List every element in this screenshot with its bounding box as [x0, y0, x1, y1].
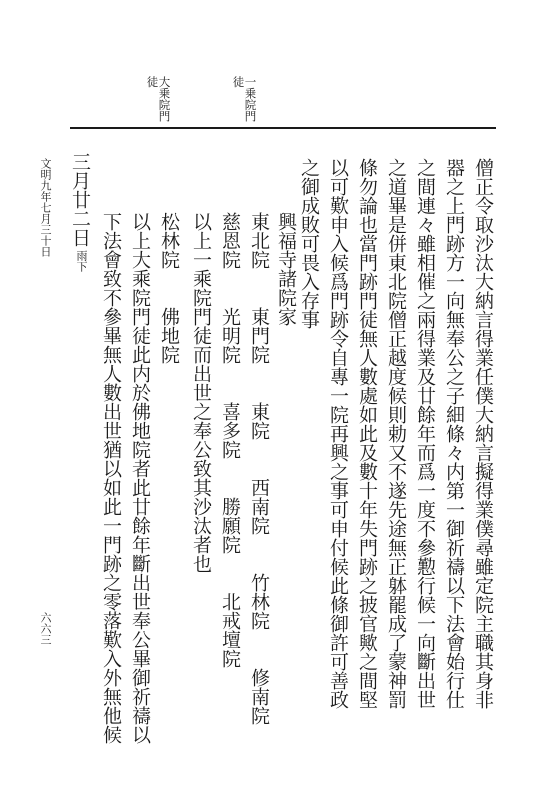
entry-date: 三月廿二日 — [69, 152, 91, 247]
page-number: 六六三 — [39, 612, 52, 645]
body-line: 以可歎申入候爲門跡令自專一院再興之事可申付候此條御許可善政 — [327, 158, 349, 709]
temple-list-line: 東北院 東門院 東院 西南院 竹林院 修南院 — [248, 212, 270, 725]
body-line: 以上大乘院門徒此内於佛地院者此廿餘年斷出世奉公畢御祈禱以 — [129, 212, 151, 744]
body-line: 之道畢是併東北院僧正越度候則勅又不遂先途無正躰罷成了蒙神罰 — [385, 158, 407, 709]
header-subtitle: 徒 — [231, 76, 246, 88]
section-heading: 興福寺諸院家 — [275, 212, 297, 326]
body-line: 僧正令取沙汰大納言得業任僕大納言擬得業僕尋雖定院主職其身非 — [472, 158, 494, 709]
temple-list-line: 慈恩院 光明院 喜多院 勝願院 北戒壇院 — [219, 212, 241, 668]
entry-weather: 雨下 — [75, 250, 88, 272]
temple-list-line: 松林院 佛地院 — [158, 212, 180, 364]
body-line: 器之上門跡方一向無奉公之子細條々内第一御祈禱以下法會始行仕 — [443, 158, 465, 709]
body-line: 條勿論也當門跡門徒無人數處如此及數十年失門跡之披官歟之間堅 — [356, 158, 378, 709]
header-subtitle: 徒 — [145, 76, 160, 88]
header-rule — [70, 127, 496, 129]
body-line: 以上一乘院門徒而出世之奉公致其沙汰者也 — [190, 212, 212, 573]
running-date: 文明九年七月三十日 — [39, 158, 52, 257]
body-line: 下法會致不參畢無人數出世猶以如此一門跡之零落歎入外無他候 — [100, 212, 122, 744]
header-title: 一乗院門 — [243, 76, 258, 122]
header-title: 大乗院門 — [157, 76, 172, 122]
body-line: 之御成敗可畏入存事 — [298, 158, 320, 329]
body-line: 之間連々雖相催之兩得業及廿餘年而爲一度不參懃行候一向斷出世 — [414, 158, 436, 709]
